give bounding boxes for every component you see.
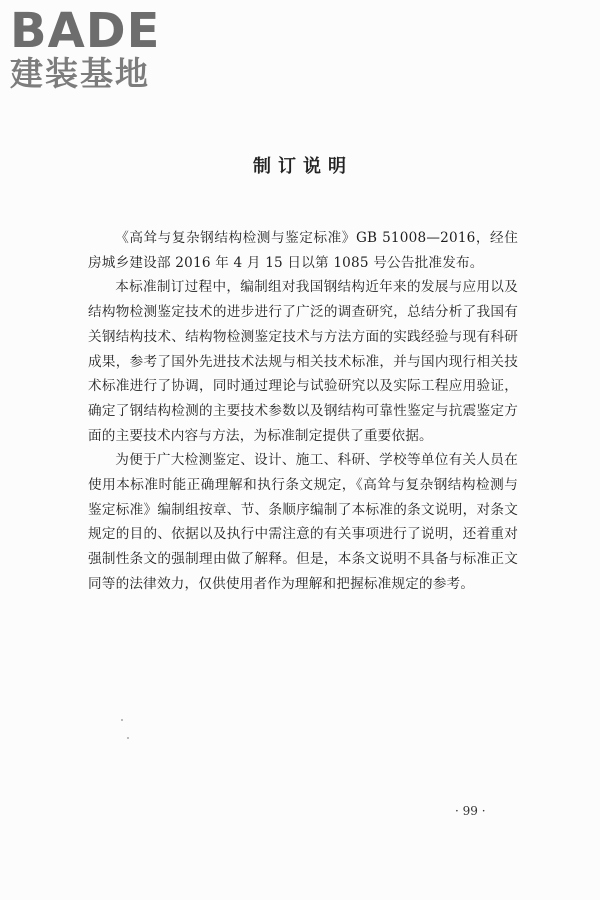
page-title: 制订说明: [253, 156, 353, 177]
paragraph-2: 本标准制订过程中，编制组对我国钢结构近年来的发展与应用以及结构物检测鉴定技术的进步进行了广泛的调查研究，总结分析了我国有关钢结构技术、结构物检测鉴定技术与方法方面的实践经验与现有科研成果，参考了国外先进技术法规与相关技术标准，并与国内现行相关技术标准进行了协调，同时通过理论与试验研究以及实际工程应用验证，确定了钢结构检测的主要技术参数以及钢结构可靠性鉴定与抗震鉴定方面的主要技术内容与方法，为标准制定提供了重要依据。: [88, 279, 518, 444]
scan-speck: [127, 737, 129, 739]
watermark-subtitle: 建装基地: [10, 54, 150, 93]
paragraph-3: 为便于广大检测鉴定、设计、施工、科研、学校等单位有关人员在使用本标准时能正确理解和执行条文规定，《高耸与复杂钢结构检测与鉴定标准》编制组按章、节、条顺序编制了本标准的条文说明，对条文规定的目的、依据以及执行中需注意的有关事项进行了说明，还着重对强制性条文的强制理由做了解释。但是，本条文说明不具备与标准正文同等的法律效力，仅供使用者作为理解和把握标准规定的参考。: [88, 452, 518, 592]
page-number: · 99 ·: [455, 804, 486, 818]
document-page: [88, 152, 518, 597]
scan-speck: [121, 719, 123, 721]
watermark-brand: BADE: [10, 3, 161, 59]
paragraph-1: 《高耸与复杂钢结构检测与鉴定标准》GB 51008—2016，经住房城乡建设部 2016 年 4 月 15 日以第 1085 号公告批准发布。: [88, 230, 518, 271]
watermark-logo: [10, 3, 180, 98]
